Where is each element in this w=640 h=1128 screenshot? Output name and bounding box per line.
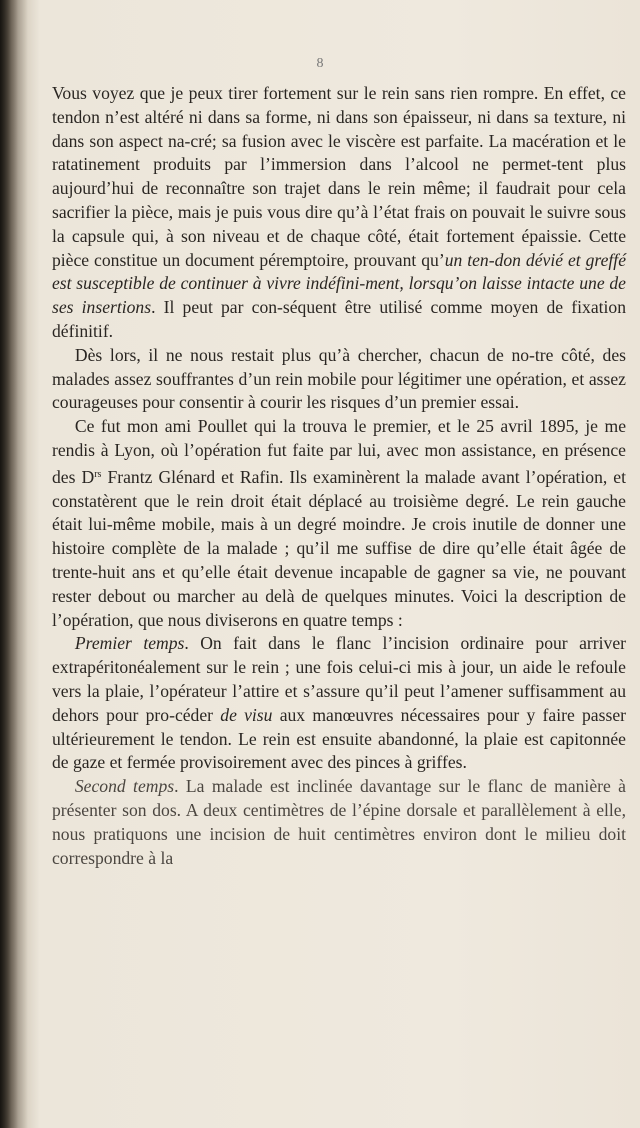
page-number: 8 xyxy=(316,56,324,71)
italic-text: Premier temps xyxy=(74,633,185,654)
text-run: aux manœuvres nécessaires pour y faire passer ultérieurement le tendon. Le rein est ensuite abandonné, la plaie est capitonnée de gaze et fermée provisoirement avec des pinces à griffes. xyxy=(52,704,626,773)
text-run: . La malade est inclinée davantage sur le flanc de manière à présenter son dos. A deux centimètres de l’épine dorsale et parallèlement à elle, nous pratiquons une incision de huit centimètres environ dont le milieu doit correspondre à la xyxy=(52,776,626,868)
text-run: Vous voyez que je peux tirer fortement sur le rein sans rien rompre. En effet, ce tendon n’est altéré ni dans sa forme, ni dans son épaisseur, ni dans sa texture, ni dans son aspect na-cré; sa fusion avec le viscère est parfaite. La macération et le ratatinement produits par l’immersion dans l’alcool ne permet-tent plus aujourd’hui de reconnaître son trajet dans le rein même; il faudrait pour cela sacrifier la pièce, mais je puis vous dire qu’à l’état frais on pouvait le suivre sous la capsule qui, à son niveau et de chaque côté, était fortement épaissie. Cette pièce constitue un document péremptoire, prouvant qu’ xyxy=(52,83,626,270)
paragraph xyxy=(52,775,626,870)
text-run: Dès lors, il ne nous restait plus qu’à chercher, chacun de no-tre côté, des malades assez souffrantes d’un rein mobile pour légitimer une opération, et assez courageuses pour consentir à courir les risques d’un premier essai. xyxy=(52,344,626,413)
text-run: Ce fut mon ami Poullet qui la trouva le premier, et le 25 avril 1895, je me rendis à Lyon, où l’opération fut faite par lui, avec mon assistance, en présence des D xyxy=(52,416,626,487)
italic-text: Second temps xyxy=(74,776,175,797)
paragraph xyxy=(52,415,626,632)
paragraph xyxy=(52,344,626,415)
italic-text: de visu xyxy=(220,704,273,725)
text-run: . Il peut par con-séquent être utilisé comme moyen de fixation définitif. xyxy=(52,297,626,341)
superscript: rs xyxy=(94,468,102,480)
paragraph xyxy=(52,632,626,775)
italic-text: un ten-don dévié et greffé est susceptible de continuer à vivre indéfini-ment, lorsqu’on laisse intacte une de ses insertions xyxy=(52,249,627,318)
text-run: . On fait dans le flanc l’incision ordinaire pour arriver extrapéritonéalement sur le rein ; une fois celui-ci mis à jour, un aide le refoule vers la plaie, l’opérateur l’attire et s’assure qu’il peut l’amener suffisamment au dehors pour pro-céder xyxy=(52,633,626,725)
text-run: Frantz Glénard et Rafin. Ils examinèrent la malade avant l’opération, et constatèrent que le rein droit était déplacé au troisième degré. Le rein gauche était lui-même mobile, mais à un degré moindre. Je crois inutile de donner une histoire complète de la malade ; qu’il me suffise de dire qu’elle était âgée de trente-huit ans et qu’elle était devenue incapable de gagner sa vie, ne pouvant rester debout ou marcher au delà de quelques minutes. Voici la description de l’opération, que nous diviserons en quatre temps : xyxy=(52,466,627,630)
body-text xyxy=(52,82,626,870)
page-gutter-shadow xyxy=(0,0,28,1128)
paragraph xyxy=(52,82,626,344)
